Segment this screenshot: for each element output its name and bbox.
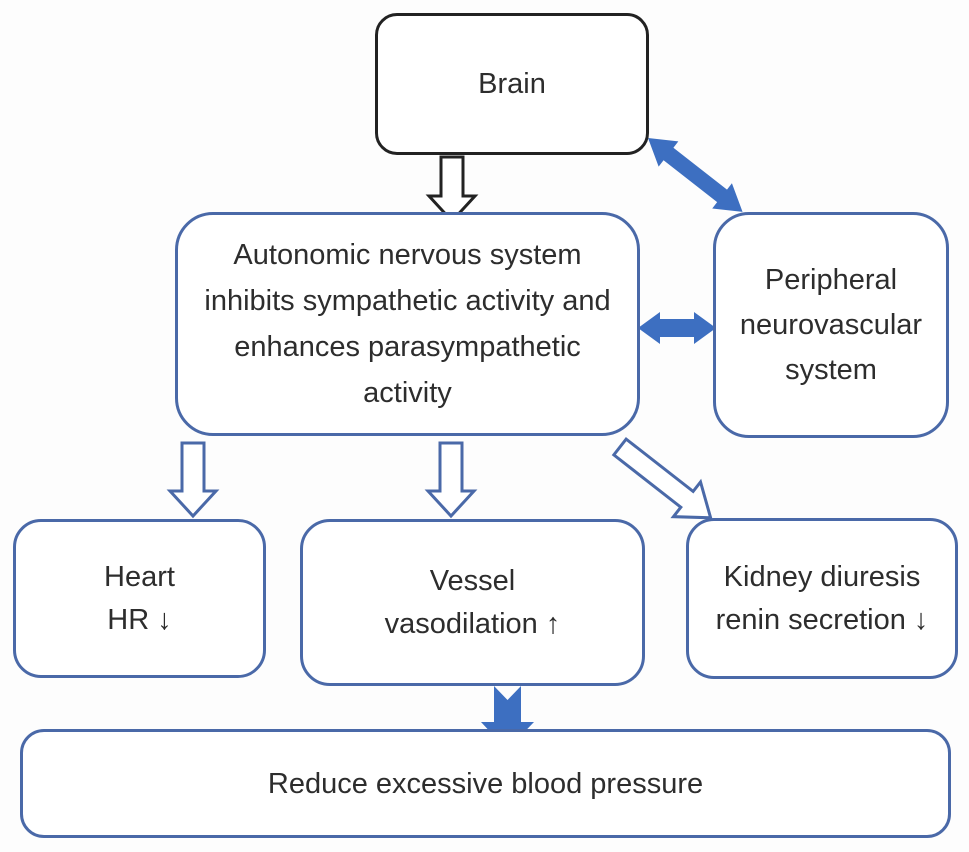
node-vessel-line-1: Vessel [429, 564, 516, 597]
node-autonomic-line-1: Autonomic nervous system [233, 239, 582, 271]
arrow-autonomic-peripheral-bidirectional [638, 312, 716, 344]
node-kidney-line-1: Kidney diuresis [723, 560, 921, 593]
node-autonomic-nervous-system [175, 212, 640, 436]
node-outcome-label: Reduce excessive blood pressure [267, 767, 704, 800]
node-kidney [686, 518, 958, 679]
node-brain-label: Brain [478, 68, 546, 100]
node-peripheral-line-3: system [785, 353, 877, 386]
node-kidney-line-2: renin secretion ↓ [715, 603, 929, 636]
node-autonomic-line-3: enhances parasympathetic [234, 331, 581, 363]
node-autonomic-line-2: inhibits sympathetic activity and [204, 285, 611, 317]
node-peripheral-line-1: Peripheral [764, 263, 898, 296]
arrow-brain-peripheral-bidirectional [638, 125, 752, 224]
arrow-autonomic-to-vessel [428, 443, 474, 516]
node-heart-line-1: Heart [104, 560, 175, 593]
node-vessel-line-2: vasodilation ↑ [384, 607, 561, 640]
node-reduce-blood-pressure [20, 729, 951, 838]
arrow-autonomic-to-heart [170, 443, 216, 516]
node-brain [375, 13, 649, 155]
node-vessel [300, 519, 645, 686]
node-peripheral-neurovascular-system [713, 212, 949, 438]
node-heart-line-2: HR ↓ [107, 603, 172, 636]
node-peripheral-line-2: neurovascular [739, 308, 923, 341]
node-autonomic-line-4: activity [363, 377, 452, 409]
node-heart [13, 519, 266, 678]
